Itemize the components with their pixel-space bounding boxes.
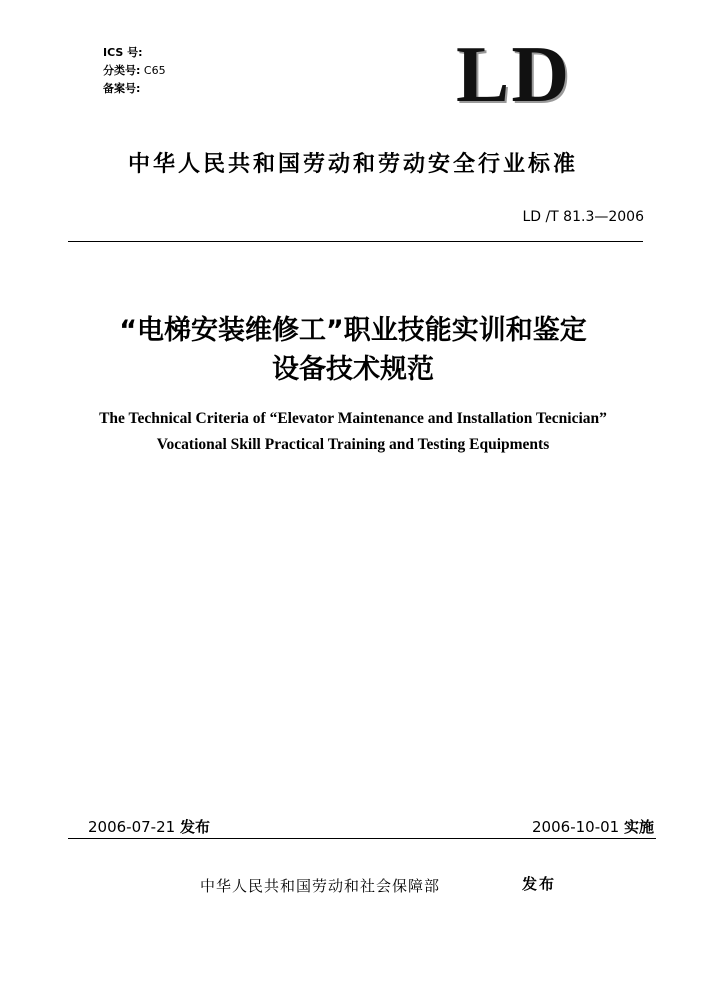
header-divider: [68, 241, 643, 242]
implementation-date: [532, 817, 654, 837]
issuing-authority: 中华人民共和国劳动和社会保障部: [200, 877, 441, 895]
footer-divider: [68, 838, 656, 839]
record-number: [103, 82, 140, 96]
english-title-line-2: Vocational Skill Practical Training and Testing Equipments: [156, 436, 550, 453]
ics-number: [103, 46, 143, 60]
ics-label: ICS 号:: [103, 46, 143, 59]
chinese-title-line-2: 设备技术规范: [272, 354, 434, 385]
implementation-date-value: 2006-10-01: [532, 818, 620, 836]
classification-label: 分类号:: [103, 64, 141, 77]
issue-date-value: 2006-07-21: [88, 818, 176, 836]
standard-category-title: 中华人民共和国劳动和劳动安全行业标准: [127, 152, 578, 177]
implementation-date-word: 实施: [623, 818, 654, 836]
english-title-line-1: The Technical Criteria of “Elevator Maintenance and Installation Tecnician”: [99, 410, 607, 427]
issuing-action: 发布: [522, 875, 557, 893]
classification-number: [103, 64, 166, 78]
record-label: 备案号:: [103, 82, 141, 95]
ld-standard-logo: LD: [456, 31, 572, 119]
chinese-title-line-1: “电梯安装维修工”职业技能实训和鉴定: [119, 315, 587, 346]
standard-number: LD /T 81.3—2006: [522, 209, 644, 225]
issue-date: [88, 817, 210, 837]
classification-value: C65: [143, 64, 166, 77]
issue-date-word: 发布: [179, 818, 210, 836]
